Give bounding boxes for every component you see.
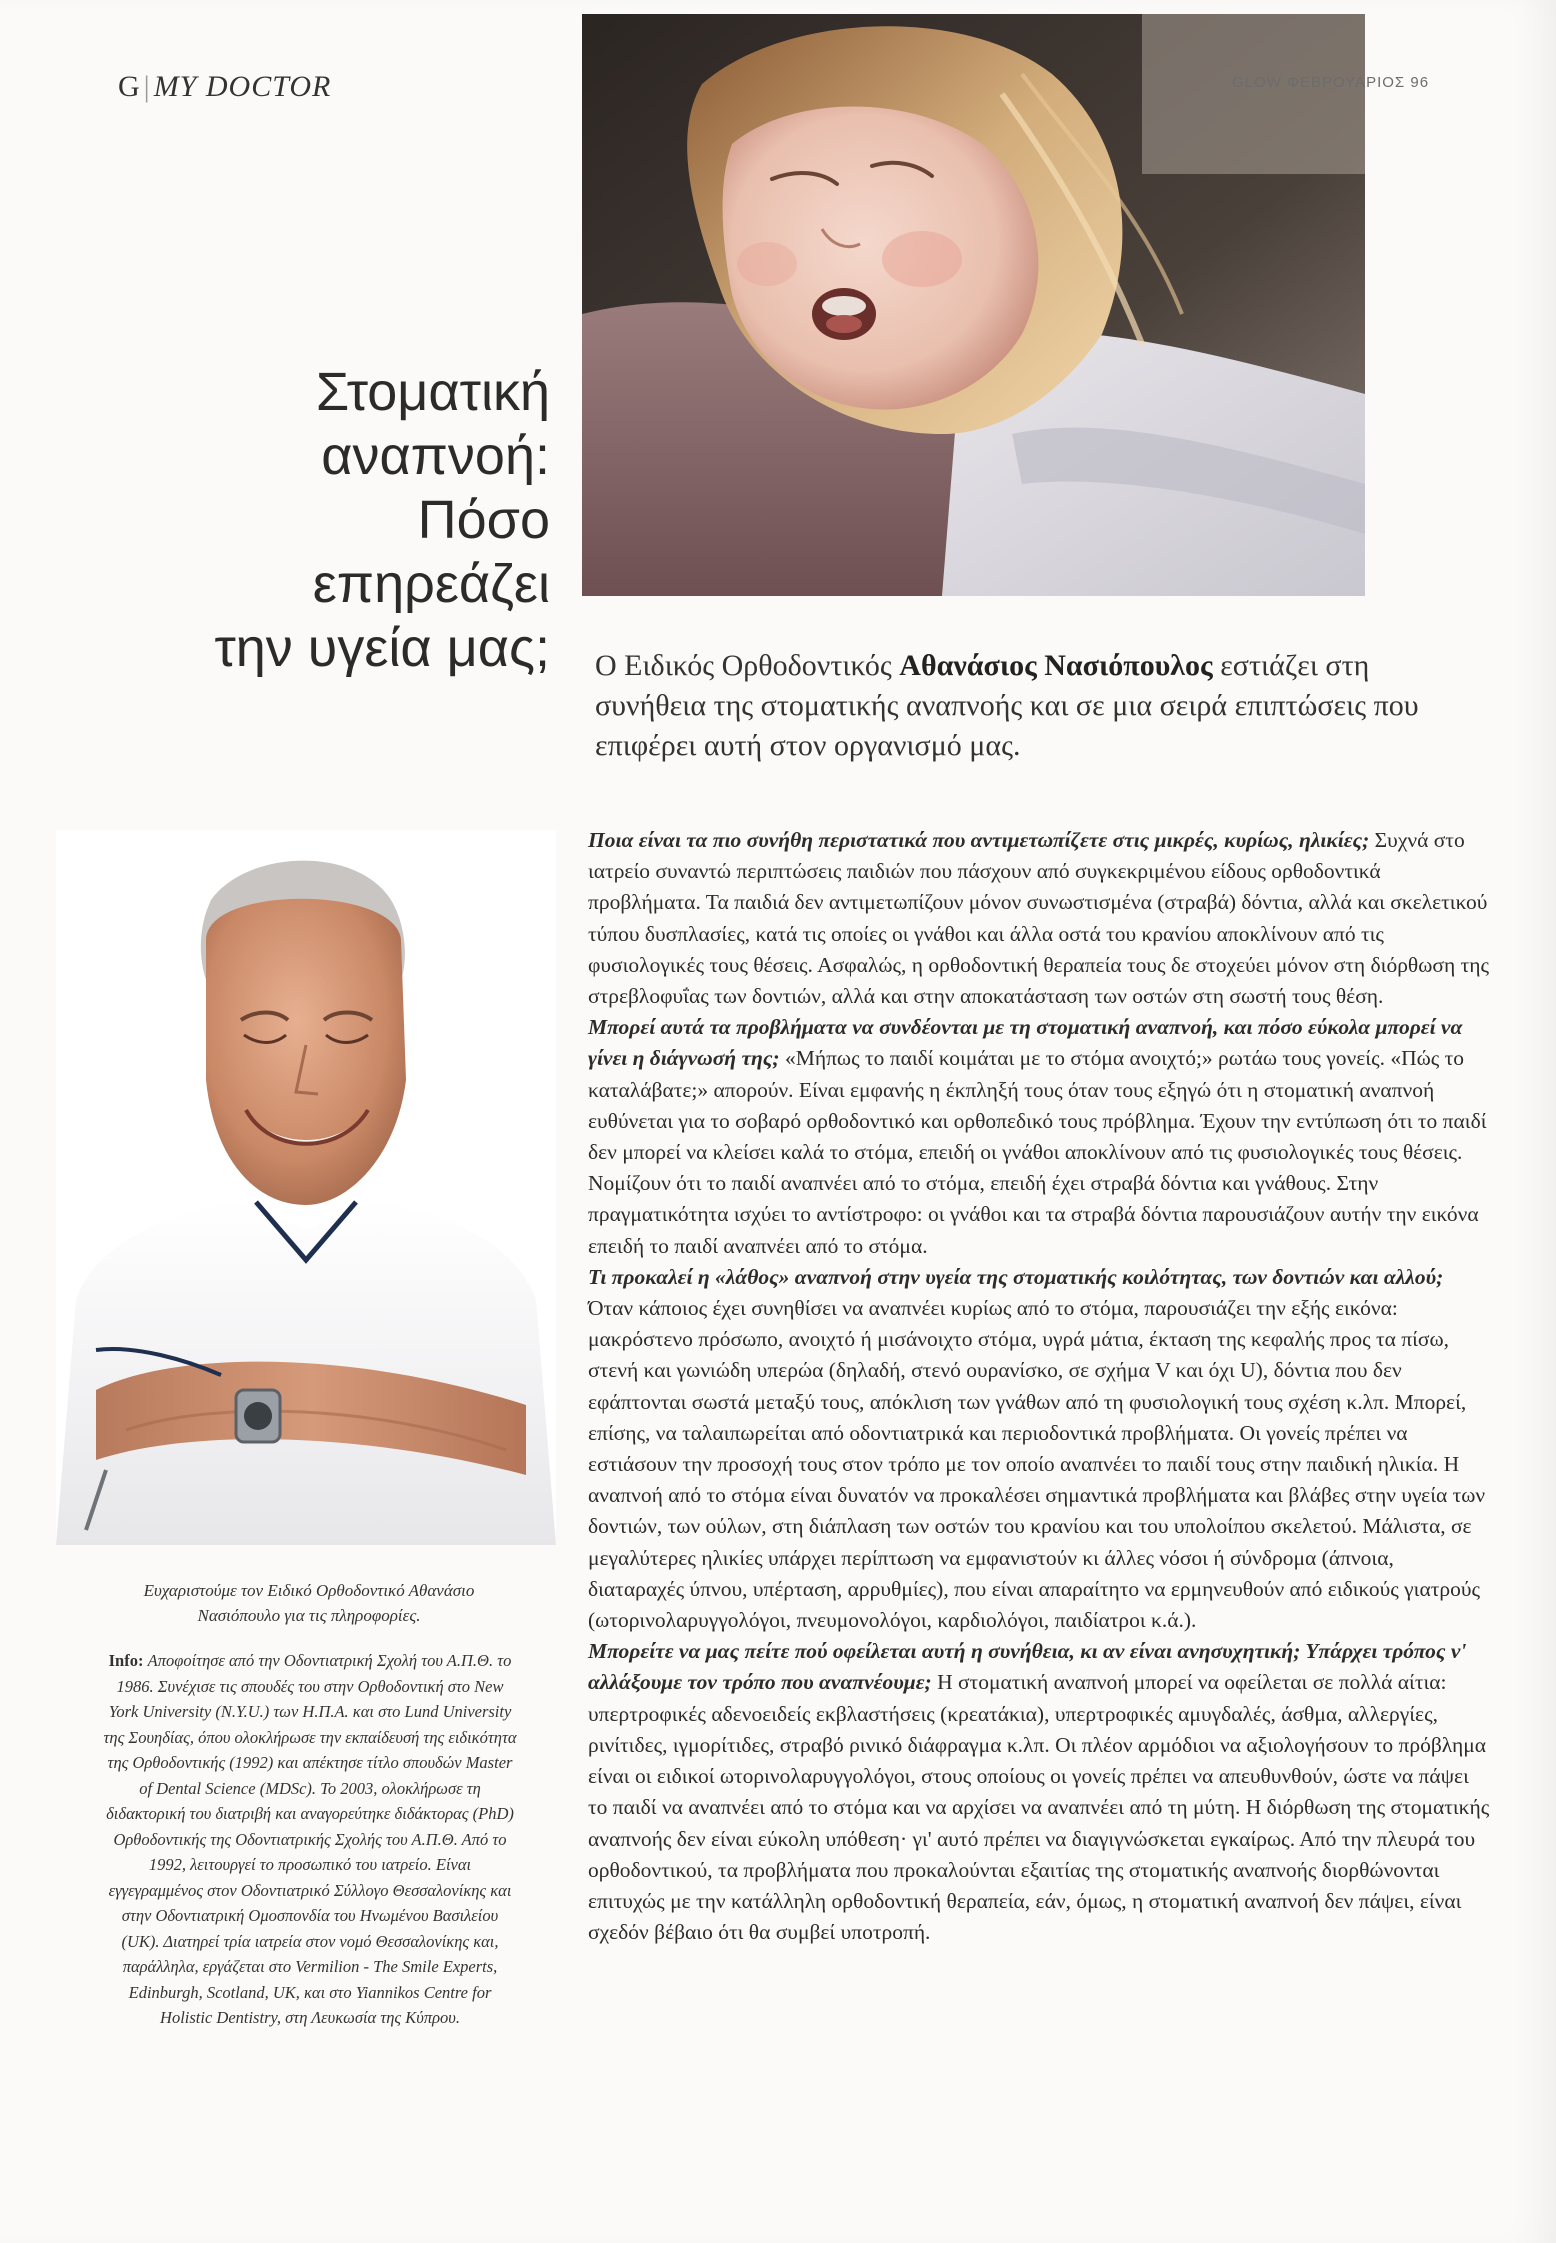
interview-question: Μπορεί αυτά τα προβλήματα να συνδέονται με τη στοματική αναπνοή, και πόσο εύκολα μπορεί να γίνει η διάγνωσή της; (588, 1015, 1463, 1071)
doctor-name: Αθανάσιος Νασιόπουλος (899, 649, 1213, 682)
article-headline (200, 360, 550, 680)
lede-intro: Ο Ειδικός Ορθοδοντικός (595, 649, 900, 682)
qa-block (588, 1012, 1493, 1262)
headline-line-4: την υγεία μας; (214, 618, 550, 678)
qa-block (588, 1262, 1493, 1636)
section-separator: | (143, 70, 151, 103)
lede-rest: εστιάζει στη συνήθεια της στοματικής αναπνοής και σε μια σειρά επιπτώσεις που επιφέρει αυτή στον οργανισμό μας. (595, 649, 1419, 762)
photo-caption: Ευχαριστούμε τον Ειδικό Ορθοδοντικό Αθανάσιο Νασιόπουλο για τις πληροφορίες. (143, 1581, 475, 1625)
headline-line-2: αναπνοή: (321, 426, 550, 486)
folio-issue-label: GLOW ΦΕΒΡΟΥΑΡΙΟΣ 96 (1232, 74, 1430, 91)
section-name: MY DOCTOR (153, 70, 332, 103)
section-label (118, 70, 331, 104)
interview-answer: Η στοματική αναπνοή μπορεί να οφείλεται σε πολλά αίτια: υπερτροφικές αδενοειδείς εκβλαστήσεις (κρεατάκια), υπερτροφικές αμυγδαλές, άσθμα, αλλεργίες, ρινίτιδες, ιγμορίτιδες, στραβό ρινικό διάφραγμα κ.λπ. Οι πλέον αρμόδιοι να αξιολογήσουν το πρόβλημα είναι οι ειδικοί ωτορινολαρυγγολόγοι, στους οποίους οι γονείς πρέπει να απευθυνθούν, ώστε να πάψει το παιδί να αναπνέει από το στόμα και να αρχίσει να αναπνέει από τη μύτη. Η διόρθωση της στοματικής αναπνοής δεν είναι εύκολη υπόθεση· γι' αυτό πρέπει να διαγιγνώσκεται εγκαίρως. Από την πλευρά του ορθοδοντικού, τα προβλήματα που προκαλούνται εξαιτίας της στοματικής αναπνοής διορθώνονται επιτυχώς με την κατάλληλη ορθοδοντική θεραπεία, εάν, όμως, η στοματική αναπνοή δεν πάψει, είναι σχεδόν βέβαιο ότι θα συμβεί υποτροπή. (588, 1670, 1490, 1945)
qa-block (588, 1636, 1493, 1948)
hero-photo-sleeping-child (582, 14, 1365, 596)
bio-label: Info: (108, 1651, 144, 1670)
headline-line-3: Πόσο επηρεάζει (312, 490, 550, 614)
interview-body (588, 825, 1493, 1948)
interview-answer: Συχνά στο ιατρείο συναντώ περιπτώσεις παιδιών που πάσχουν από συγκεκριμένου είδους ορθοδοντικά προβλήματα. Τα παιδιά δεν αντιμετωπίζουν μόνον συνωστισμένα (στραβά) δόντια, αλλά και σκελετικού τύπου δυσπλασίες, κατά τις οποίες οι γνάθοι και άλλα οστά του κρανίου αποκλίνουν από τις φυσιολογικές τους θέσεις. Ασφαλώς, η ορθοδοντική θεραπεία τους δε στοχεύει μόνον στη διόρθωση της στρεβλοφυΐας των δοντιών, αλλά και στην αποκατάσταση των οστών στη σωστή τους θέση. (588, 828, 1489, 1009)
interview-answer: Όταν κάποιος έχει συνηθίσει να αναπνέει κυρίως από το στόμα, παρουσιάζει την εξής εικόνα: μακρόστενο πρόσωπο, ανοιχτό ή μισάνοιχτο στόμα, υγρά μάτια, έκταση της κεφαλής προς τα πίσω, στενή και γωνιώδη υπερώα (δηλαδή, στενό ουρανίσκο, σε σχήμα V και όχι U), δόντια που δεν εφάπτονται σωστά μεταξύ τους, απόκλιση των γνάθων από τη φυσιολογική τους σχέση κ.λπ. Μπορεί, επίσης, να ταλαιπωρείται από οδοντιατρικά και περιοδοντικά προβλήματα. Οι γονείς πρέπει να εστιάσουν την προσοχή τους στον τρόπο με τον οποίο αναπνέει το παιδί τους στην παιδική ηλικία. Η αναπνοή από το στόμα είναι δυνατόν να προκαλέσει σημαντικά προβλήματα και βλάβες στην υγεία των δοντιών, των ούλων, στη διάπλαση των οστών του κρανίου και του υπολοίπου σκελετού. Μάλιστα, σε μεγαλύτερες ηλικίες υπάρχει περίπτωση να εμφανιστούν κι άλλες νόσοι ή σύνδρομα (άπνοια, διαταραχές ύπνου, υπέρταση, αρρυθμίες), που είναι απαραίτητο να ερμηνευθούν από ειδικούς γιατρούς (ωτορινολαρυγγολόγοι, πνευμονολόγοι, καρδιολόγοι, παιδίατροι κ.ά.). (588, 1296, 1486, 1633)
interview-question: Τι προκαλεί η «λάθος» αναπνοή στην υγεία της στοματικής κοιλότητας, των δοντιών και αλλού; (588, 1264, 1444, 1289)
bio-text: Αποφοίτησε από την Οδοντιατρική Σχολή του Α.Π.Θ. το 1986. Συνέχισε τις σπουδές του στην Ορθοδοντική στο New York University (N.Y.U.) των Η.Π.Α. και στο Lund University της Σουηδίας, όπου ολοκλήρωσε την εκπαίδευσή της ειδικότητα της Ορθοδοντικής (1992) και απέκτησε τίτλο σπουδών Master of Dental Science (MDSc). Το 2003, ολοκλήρωσε τη διδακτορική του διατριβή και αναγορεύτηκε διδάκτορας (PhD) Ορθοδοντικής της Οδοντιατρικής Σχολής του Α.Π.Θ. Από το 1992, λειτουργεί το προσωπικό του ιατρείο. Είναι εγγεγραμμένος στον Οδοντιατρικό Σύλλογο Θεσσαλονίκης και στην Οδοντιατρική Ομοσπονδία του Ηνωμένου Βασιλείου (UK). Διατηρεί τρία ιατρεία στον νομό Θεσσαλονίκης και, παράλληλα, εργάζεται στο Vermilion - The Smile Experts, Edinburgh, Scotland, UK, και στο Yiannikos Centre for Holistic Dentistry, στη Λευκωσία της Κύπρου. (103, 1651, 517, 2027)
qa-block (588, 825, 1493, 1012)
interview-answer: «Μήπως το παιδί κοιμάται με το στόμα ανοιχτό;» ρωτάω τους γονείς. «Πώς το καταλάβατε;» απορούν. Είναι εμφανής η έκπληξή τους όταν τους εξηγώ ότι η στοματική αναπνοή ευθύνεται για το σοβαρό ορθοδοντικό και ορθοπεδικό τους πρόβλημα. Έχουν την εντύπωση ότι το παιδί δεν μπορεί να κλείσει καλά το στόμα, επειδή οι γνάθοι αποκλίνουν από τις φυσιολογικές τους θέσεις. Νομίζουν ότι το παιδί αναπνέει από το στόμα, επειδή έχει στραβά δόντια και γνάθους. Στην πραγματικότητα ισχύει το αντίστροφο: οι γνάθοι και τα στραβά δόντια παρουσιάζουν αυτήν την εικόνα επειδή το παιδί αναπνέει από το στόμα. (588, 1046, 1487, 1258)
interview-question: Ποια είναι τα πιο συνήθη περιστατικά που αντιμετωπίζετε στις μικρές, κυρίως, ηλικίες; (588, 828, 1370, 852)
article-lede (595, 646, 1475, 766)
headline-line-1: Στοματική (315, 362, 550, 422)
doctor-bio (102, 1648, 518, 2031)
section-letter: G (118, 70, 141, 103)
doctor-portrait-photo (56, 830, 556, 1545)
interview-question: Μπορείτε να μας πείτε πού οφείλεται αυτή η συνήθεια, κι αν είναι ανησυχητική; Υπάρχει τρόπος ν' αλλάξουμε τον τρόπο που αναπνέουμε; (588, 1639, 1467, 1695)
